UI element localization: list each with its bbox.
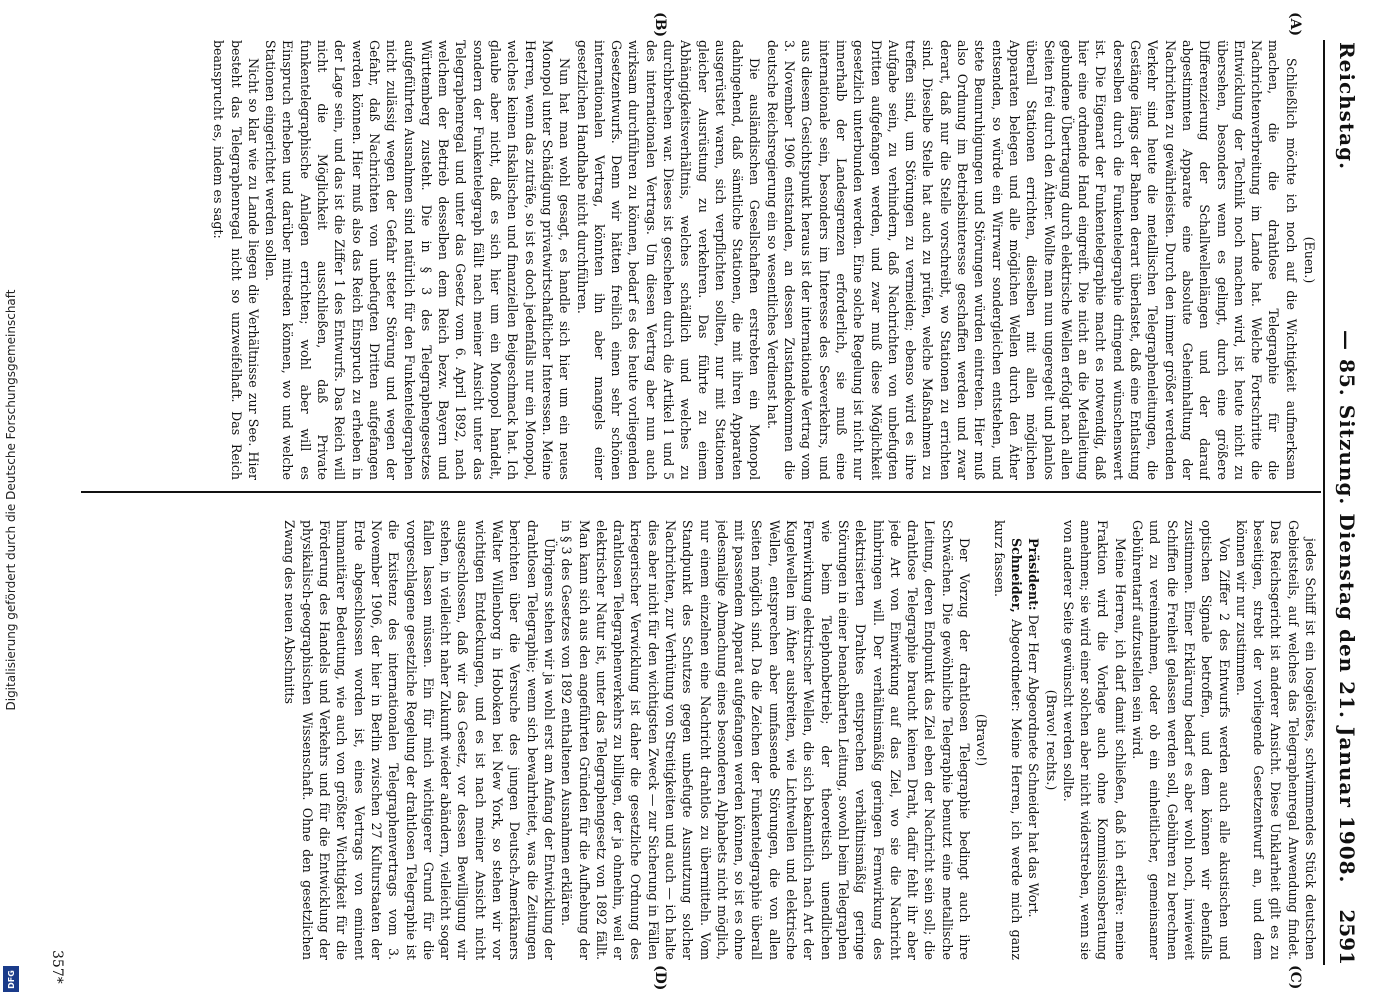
margin-marker-c: (C) bbox=[1287, 965, 1303, 990]
margin-marker-a: (A) bbox=[1287, 12, 1303, 37]
speaker-label: (Euen.) bbox=[1302, 236, 1317, 284]
paragraph: Der Vorzug der drahtlosen Telegraphie bedingt auch ihre Schwächen. Die gewöhnliche Telegraphie benutzt eine metallische Leitung, deren Endpunkt das Ziel eben der Nachricht sein soll; die drahtlose Telegraphie braucht keinen Draht, dafür fehlt ihr aber jede Art von Einwirkung auf das Ziel, wo sie die Nachricht hinbringen will. Der verhältnismäßig geringen Fernwirkung des elektrisierten Drahtes entsprechen verhältnismäßig geringe Störungen in einer benachbarten Leitung, sowohl beim Telegraphen wie beim Telephonbetrieb; der theoretisch unendlichen Fernwirkung elektrischer Wellen, die sich bekanntlich nach Art der Kugelwellen im Äther ausbreiten, wie Lichtwellen und elektrische Wellen, entsprechen aber umfassende Störungen, die von allen Seiten möglich sind. Da die Zeichen der Funkentelegraphie überall mit passendem Apparat aufgefangen werden können, so ist es ohne jedesmalige Abmachung eines besonderen Alphabets nicht möglich, nur einem einzelnen eine Nachricht drahtlos zu übermitteln. Vom Standpunkt des Schutzes gegen unbefugte Ausnutzung solcher Nachrichten, zur Verhütung von Streitigkeiten und auch — ich halte dies aber nicht für den wichtigsten Zweck — zur Sicherung in Fällen kriegerischer Verwicklung ist daher die gesetzliche Ordnung des drahtlosen Telegraphenverkehrs zu billigen, der ja ohnehin, weil er elektrischer Natur ist, unter das Telegraphengesetz von 1892 fällt. Man kann sich aus den angeführten Gründen für die Aufhebung der in § 3 des Gesetzes von 1892 enthaltenen Ausnahmen erklären. bbox=[559, 520, 973, 960]
page-signature: 357* bbox=[49, 950, 65, 984]
schneider-role: Abgeordneter: bbox=[1008, 619, 1024, 712]
president-text: Der Herr Abgeordnete Schneider hat das Wort. bbox=[1026, 614, 1042, 918]
margin-marker-b: (B) bbox=[652, 12, 668, 38]
right-text-column bbox=[84, 520, 1319, 960]
paragraph: Nun hat man wohl gesagt, es handle sich hier um ein neues Monopol unter Schädigung privatwirtschaftlicher Interessen. Meine Herren, wenn das zuträfe, so ist es doch jedenfalls nur ein Monopol, welches keinen fiskalischen und finanziellen Beigeschmack hat. Ich glaube aber nicht, daß es sich hier um ein Monopol handelt, sondern der Funkentelegraph fällt nach meiner Ansicht unter das Telegraphenregal und unter das Gesetz vom 6. April 1892, nach welchem der Betrieb desselben dem Reich bezw. Bayern und Württemberg zusteht. Die in § 3 des Telegraphengesetzes aufgeführten Ausnahmen sind natürlich für den Funkentelegraphen nicht zulässig wegen der Gefahr steter Störung und wegen der Gefahr, daß Nachrichten von unbefugten Dritten aufgefangen werden können. Hier muß also das Reich Einspruch zu erheben in der Lage sein, und das ist die Ziffer 1 des Entwurfs. Das Reich will nicht die Möglichkeit ausschließen, daß Private funkentelegraphische Anlagen errichten; wohl aber will es Einspruch erheben und darüber mitreden können, wo und welche Stationen eingerichtet werden sollen. bbox=[263, 40, 573, 480]
paragraph: jedes Schiff ist ein losgelöstes, schwimmendes Stück deutschen Gebietsteils, auf welches das Telegraphenregal Anwendung findet. Das Reichsgericht ist anderer Ansicht. Diese Unklarheit gilt es zu beseitigen, strebt der vorliegende Gesetzentwurf an, und dem können wir nur zustimmen. bbox=[1233, 520, 1318, 960]
paragraph: Die ausländischen Gesellschaften erstrebten ein Monopol dahingehend, daß sämtliche Stationen, die mit ihren Apparaten ausgerüstet waren, sich verpflichten sollten, nur mit Stationen gleicher Ausrüstung zu verkehren. Das führte zu einem Abhängigkeitsverhältnis, welches schädlich und welches zu durchbrechen war. Dieses ist geschehen durch die Artikel 1 und 5 des internationalen Vertrags. Um diesen Vertrag aber nun auch wirksam durchführen zu können, bedarf es des heute vorliegenden Gesetzentwurfs. Denn wir hätten freilich einen sehr schönen internationalen Vertrag, könnten ihn aber mangels einer gesetzlichen Handhabe nicht durchführen. bbox=[574, 40, 763, 480]
header-session: — 85. Sitzung. Dienstag den 21. Januar 1908. bbox=[1335, 330, 1359, 884]
paragraph: Übrigens stehen wir ja wohl erst am Anfang der Entwicklung der drahtlosen Telegraphie; wenn sich bewahrheitet, was die Zeitungen berichten über die Versuche des jungen Deutsch-Amerikaners Walter Willenborg in Hoboken bei New York, so stehen wir vor wichtigen Entdeckungen, und es ist nach meiner Ansicht nicht ausgeschlossen, daß wir das Gesetz, vor dessen Bewilligung wir stehen, in vielleicht naher Zukunft wieder abändern, vielleicht sogar fallen lassen müssen. Ein für mich wichtigerer Grund für die vorgeschlagene gesetzliche Regelung der drahtlosen Telegraphie ist die Existenz des internationalen Telegraphenvertrags vom 3. November 1906, der hier in Berlin zwischen 27 Kulturstaaten der Erde abgeschlossen worden ist, eines Vertrags von eminent humanitärer Bedeutung, wie auch von größter Wichtigkeit für die Förderung des Handels und Verkehrs und für die Entwicklung der physikalisch-geographischen Wissenschaft. Ohne den gesetzlichen Zwang des neuen Abschnitts bbox=[282, 520, 557, 960]
header-rule bbox=[1323, 40, 1325, 965]
schneider-text: Meine Herren, ich werde mich ganz kurz fassen. bbox=[991, 520, 1024, 960]
paragraph: Nicht so klar wie zu Lande liegen die Verhältnisse zur See. Hier besteht das Telegraphenregal nicht so unzweifelhaft. Das Reich beansprucht es, indem es sagt: bbox=[211, 40, 261, 480]
dfg-logo-icon: DFG bbox=[3, 966, 19, 992]
header-page-number: 2591 bbox=[1335, 909, 1359, 965]
schneider-statement bbox=[990, 520, 1025, 960]
schneider-name: Schneider, bbox=[1008, 538, 1024, 613]
paragraph: Von Ziffer 2 des Entwurfs werden auch alle akustischen und optischen Signale betroffen, und dem können wir ebenfalls zustimmen. Einer Erklärung bedarf es aber wohl noch, inwieweit Schiffen die Freiheit gelassen werden soll, Gebühren zu berechnen und zu vereinnahmen, oder ob ein einheitlicher, gemeinsamer Gebührentarif aufzustellen sein wird. bbox=[1130, 520, 1232, 960]
page-header bbox=[1325, 40, 1365, 965]
president-name: Präsident: bbox=[1026, 538, 1042, 611]
president-statement bbox=[1025, 520, 1042, 960]
paragraph: Schließlich möchte ich noch auf die Wichtigkeit aufmerksam machen, die die drahtlose Telegraphie für die Nachrichtenverbreitung im Lande hat. Welche Fortschritte die Entwicklung der Technik noch machen wird, ist heute nicht zu übersehen, besonders wenn es gelingt, durch eine größere Differenzierung der Schallwellenlängen und der darauf abgestimmten Apparate eine absolute Geheimhaltung der Nachrichten zu gewährleisten. Durch den immer größer werdenden Verkehr sind heute die metallischen Telegraphenleitungen, die Gestänge längs der Bahnen derart überlastet, daß eine Entlastung derselben durch die Funkentelegraphie dringend wünschenswert ist. Die Eigenart der Funkentelegraphie macht es notwendig, daß hier eine ordnende Hand eingreift. Die nicht an die Metalleitung gebundene Übertragung durch elektrische Wellen erfolgt nach allen Seiten frei durch den Äther. Wollte man nun ungeregelt und planlos überall Stationen errichten, dieselben mit allen möglichen Apparaten belegen und alle möglichen Wellen durch den Äther entsenden, so würde ein Wirrwarr sondergleichen entstehen, und stete Beunruhigungen und Störungen würden eintreten. Hier muß also Ordnung im Betriebsinteresse geschaffen werden und zwar derart, daß nur die Stelle vorschreibt, wo Stationen zu errichten sind. Dieselbe Stelle hat auch zu prüfen, welche Maßnahmen zu treffen sind, um Störungen zu vermeiden; ebenso wird es ihre Aufgabe sein, zu verhindern, daß Nachrichten von unbefugten Dritten aufgefangen werden, und zwar muß diese Möglichkeit gesetzlich unterbunden werden. Eine solche Regelung ist nicht nur innerhalb der Landesgrenzen erforderlich, sie muß eine internationale sein, besonders im Interesse des Seeverkehrs, und aus diesem Gesichtspunkt heraus ist der internationale Vertrag vom 3. November 1906 entstanden, an dessen Zustandekommen die deutsche Reichsregierung ein so wesentliches Verdienst hat. bbox=[764, 40, 1299, 480]
margin-marker-d: (D) bbox=[652, 965, 668, 991]
column-divider bbox=[81, 491, 1321, 493]
left-text-column bbox=[84, 40, 1319, 480]
header-institution: Reichstag. bbox=[1335, 42, 1359, 171]
digitization-credit: Digitalisierung gefördert durch die Deutsche Forschungsgemeinschaft bbox=[4, 289, 18, 711]
paragraph: Meine Herren, ich darf damit schließen, daß ich erkläre: meine Fraktion wird die Vorlage auch ohne Kommissionsberatung annehmen; sie wird einer solchen aber nicht widerstreben, wenn sie von anderer Seite gewünscht werden sollte. bbox=[1060, 520, 1128, 960]
applause-note: (Bravo!) bbox=[974, 713, 990, 767]
applause-note: (Bravo! rechts.) bbox=[1043, 689, 1059, 791]
